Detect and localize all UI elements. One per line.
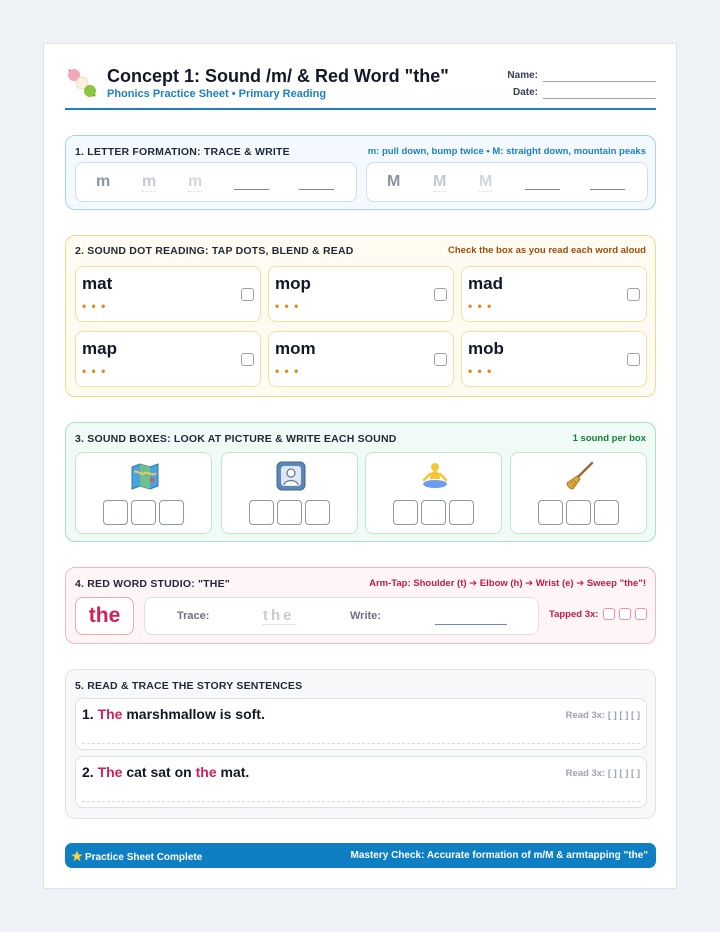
date-line[interactable]: [543, 98, 656, 99]
sound-dots[interactable]: • • •: [468, 364, 493, 378]
sentence-number: 1.: [82, 706, 94, 722]
trace-letter[interactable]: M: [479, 173, 493, 190]
name-line[interactable]: [543, 81, 656, 82]
sound-dots[interactable]: • • •: [468, 299, 493, 313]
picture-card: [75, 452, 212, 534]
letter-formation-section: [65, 135, 656, 210]
read-checkbox[interactable]: [241, 353, 254, 366]
write-line[interactable]: [299, 189, 334, 190]
date-field[interactable]: [456, 87, 656, 101]
section-title: 1. LETTER FORMATION: TRACE & WRITE: [75, 146, 290, 158]
red-word-studio-section: [65, 567, 656, 644]
mop-broom-icon: [564, 460, 596, 492]
section-hint: Check the box as you read each word aloud: [448, 245, 646, 256]
sound-box[interactable]: [538, 500, 563, 525]
sound-box[interactable]: [393, 500, 418, 525]
sound-box[interactable]: [449, 500, 474, 525]
sentence-text: [82, 706, 265, 722]
write-line[interactable]: [590, 189, 625, 190]
word-card[interactable]: [75, 266, 261, 322]
trace-letter[interactable]: m: [188, 173, 203, 190]
sentence-part: cat sat on: [122, 764, 196, 780]
word-card[interactable]: [461, 331, 647, 387]
section-title: 2. SOUND DOT READING: TAP DOTS, BLEND & READ: [75, 245, 354, 257]
meditating-person-icon: [419, 460, 451, 492]
sound-box[interactable]: [566, 500, 591, 525]
trace-label: Trace:: [177, 610, 210, 622]
picture-card: [221, 452, 358, 534]
trace-word[interactable]: the: [263, 607, 295, 624]
page-subtitle: Phonics Practice Sheet • Primary Reading: [107, 88, 327, 100]
section-title: 3. SOUND BOXES: LOOK AT PICTURE & WRITE EACH SOUND: [75, 433, 397, 445]
red-word: The: [97, 706, 123, 722]
sound-box[interactable]: [277, 500, 302, 525]
sound-dots[interactable]: • • •: [275, 299, 300, 313]
write-label: Write:: [350, 610, 381, 622]
trace-letter[interactable]: M: [433, 173, 447, 190]
read-checkbox[interactable]: [434, 288, 447, 301]
mom-portrait-icon: [275, 460, 307, 492]
picture-card: [365, 452, 502, 534]
name-label: Name:: [507, 70, 538, 81]
write-line[interactable]: [525, 189, 560, 190]
read-3x-checklist[interactable]: Read 3x: [ ] [ ] [ ]: [565, 768, 640, 779]
sound-box[interactable]: [249, 500, 274, 525]
sentence-text: [82, 764, 249, 780]
trace-line[interactable]: [82, 801, 640, 802]
section-title: 5. READ & TRACE THE STORY SENTENCES: [75, 680, 303, 692]
write-line[interactable]: [234, 189, 269, 190]
dango-icon: [65, 66, 99, 100]
read-checkbox[interactable]: [627, 288, 640, 301]
section-title: 4. RED WORD STUDIO: "THE": [75, 578, 230, 590]
trace-letter: m: [96, 173, 111, 190]
tapped-label: Tapped 3x:: [549, 609, 599, 620]
word-text: mob: [468, 339, 504, 358]
footer-left-text: Practice Sheet Complete: [85, 852, 203, 863]
write-line[interactable]: [435, 624, 507, 625]
uppercase-trace-box[interactable]: [366, 162, 648, 202]
word-text: map: [82, 339, 117, 358]
red-word: the: [195, 764, 217, 780]
red-word: The: [97, 764, 123, 780]
section-hint: m: pull down, bump twice • M: straight down, mountain peaks: [367, 146, 646, 157]
read-checkbox[interactable]: [434, 353, 447, 366]
sound-boxes-section: [65, 422, 656, 542]
sound-box[interactable]: [305, 500, 330, 525]
read-checkbox[interactable]: [627, 353, 640, 366]
sentence-number: 2.: [82, 764, 94, 780]
read-checkbox[interactable]: [241, 288, 254, 301]
sentence-part: mat.: [216, 764, 250, 780]
word-card[interactable]: [268, 331, 454, 387]
sheet-header: [65, 64, 656, 110]
sound-dots[interactable]: • • •: [82, 364, 107, 378]
practice-sheet: [43, 43, 677, 889]
red-word-card: the: [75, 597, 134, 635]
footer-banner: [65, 843, 656, 868]
trace-line[interactable]: [82, 743, 640, 744]
section-hint: 1 sound per box: [572, 433, 646, 444]
map-icon: [129, 460, 161, 492]
trace-write-box[interactable]: [144, 597, 539, 635]
trace-letter[interactable]: m: [142, 173, 157, 190]
lowercase-trace-box[interactable]: [75, 162, 357, 202]
sound-box[interactable]: [103, 500, 128, 525]
section-hint: Arm-Tap: Shoulder (t) ➔ Elbow (h) ➔ Wrist (e) ➔ Sweep "the"!: [369, 578, 646, 589]
page-title: Concept 1: Sound /m/ & Red Word "the": [107, 66, 449, 86]
sentence-part: marshmallow is soft.: [122, 706, 265, 722]
tap-checkbox[interactable]: [635, 608, 647, 620]
word-card[interactable]: [268, 266, 454, 322]
sound-dots[interactable]: • • •: [82, 299, 107, 313]
sparkle-star-icon: [71, 850, 83, 862]
date-label: Date:: [512, 87, 538, 98]
sentence-card[interactable]: [75, 756, 647, 808]
sound-dots[interactable]: • • •: [275, 364, 300, 378]
read-3x-checklist[interactable]: Read 3x: [ ] [ ] [ ]: [565, 710, 640, 721]
word-text: mom: [275, 339, 316, 358]
word-card[interactable]: [75, 331, 261, 387]
sound-box[interactable]: [131, 500, 156, 525]
name-field[interactable]: [456, 70, 656, 84]
story-sentences-section: [65, 669, 656, 819]
sound-dot-reading-section: [65, 235, 656, 397]
word-card[interactable]: [461, 266, 647, 322]
footer-left: [71, 850, 202, 863]
sentence-card[interactable]: [75, 698, 647, 750]
sound-box[interactable]: [159, 500, 184, 525]
word-text: mat: [82, 274, 113, 293]
word-text: mop: [275, 274, 311, 293]
sound-box[interactable]: [421, 500, 446, 525]
sound-box[interactable]: [594, 500, 619, 525]
word-text: mad: [468, 274, 503, 293]
trace-letter: M: [387, 173, 401, 190]
tap-checkbox[interactable]: [619, 608, 631, 620]
footer-right-text: Mastery Check: Accurate formation of m/M & armtapping "the": [350, 850, 648, 861]
picture-card: [510, 452, 647, 534]
tap-checkbox[interactable]: [603, 608, 615, 620]
